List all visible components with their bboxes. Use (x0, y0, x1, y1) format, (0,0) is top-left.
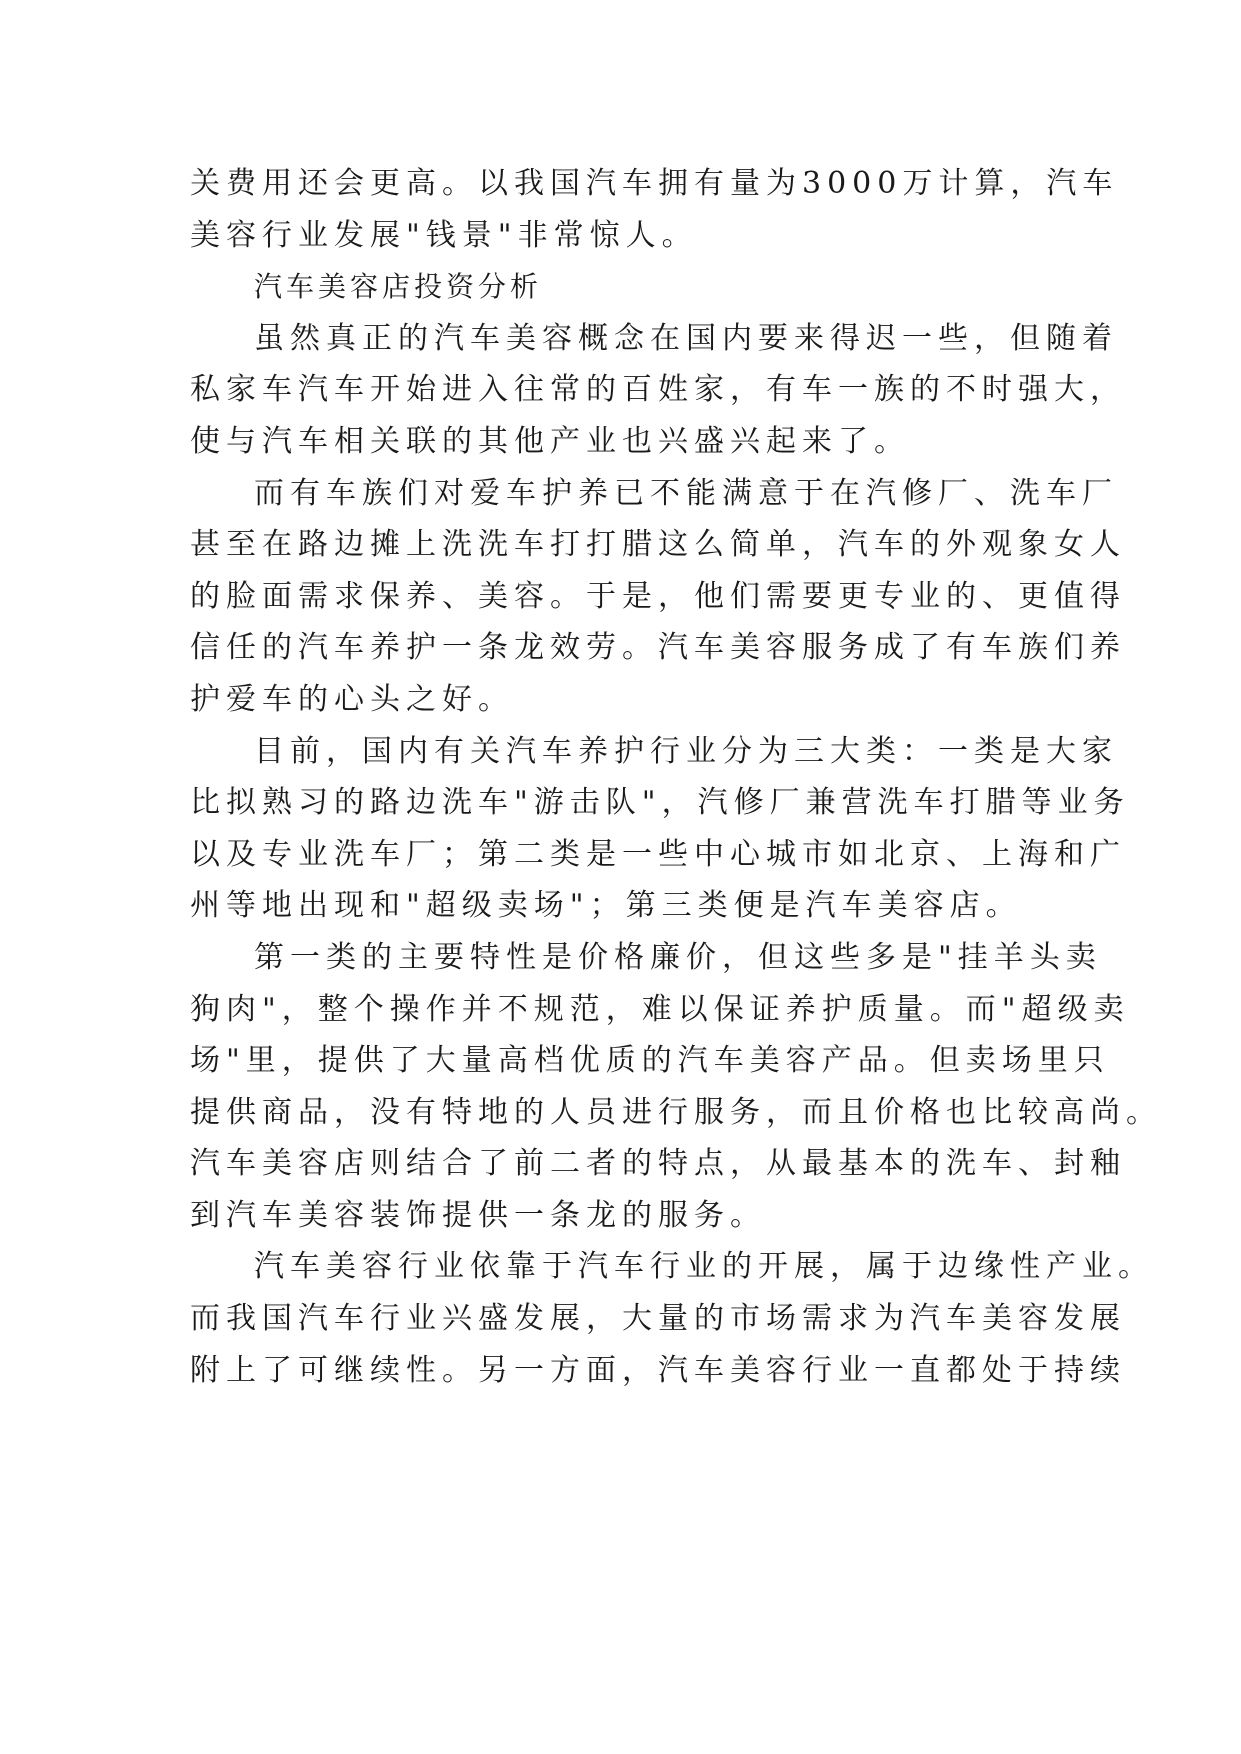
text-line: 第一类的主要特性是价格廉价，但这些多是"挂羊头卖 (254, 939, 1102, 975)
text-line: 私家车汽车开始进入往常的百姓家，有车一族的不时强大， (190, 372, 1126, 408)
text-line: 美容行业发展"钱景"非常惊人。 (190, 217, 698, 253)
text-line: 虽然真正的汽车美容概念在国内要来得迟一些，但随着 (254, 320, 1118, 356)
text-line: 狗肉"，整个操作并不规范，难以保证养护质量。而"超级卖 (190, 991, 1130, 1027)
text-line: 汽车美容店则结合了前二者的特点，从最基本的洗车、封釉 (190, 1146, 1126, 1182)
text-line: 而我国汽车行业兴盛发展，大量的市场需求为汽车美容发展 (190, 1301, 1126, 1337)
text-line: 目前，国内有关汽车养护行业分为三大类：一类是大家 (254, 733, 1118, 769)
text-line: 甚至在路边摊上洗洗车打打腊这么简单，汽车的外观象女人 (190, 527, 1126, 563)
text-line: 到汽车美容装饰提供一条龙的服务。 (190, 1197, 766, 1233)
text-line: 提供商品，没有特地的人员进行服务，而且价格也比较高尚。 (190, 1094, 1162, 1130)
text-line: 护爱车的心头之好。 (190, 681, 514, 717)
text-line: 附上了可继续性。另一方面，汽车美容行业一直都处于持续 (190, 1352, 1126, 1388)
text-line: 汽车美容行业依靠于汽车行业的开展，属于边缘性产业。 (254, 1249, 1154, 1285)
text-line: 的脸面需求保养、美容。于是，他们需要更专业的、更值得 (190, 578, 1126, 614)
text-line: 州等地出现和"超级卖场"；第三类便是汽车美容店。 (190, 888, 1022, 924)
text-line: 使与汽车相关联的其他产业也兴盛兴起来了。 (190, 423, 910, 459)
text-line: 场"里，提供了大量高档优质的汽车美容产品。但卖场里只 (190, 1043, 1110, 1079)
text-line: 信任的汽车养护一条龙效劳。汽车美容服务成了有车族们养 (190, 630, 1126, 666)
text-line: 而有车族们对爱车护养已不能满意于在汽修厂、洗车厂 (254, 475, 1118, 511)
text-line: 比拟熟习的路边洗车"游击队"，汽修厂兼营洗车打腊等业务 (190, 785, 1130, 821)
body-text (190, 158, 1162, 1396)
text-line: 关费用还会更高。以我国汽车拥有量为3000万计算，汽车 (190, 166, 1119, 201)
text-line: 以及专业洗车厂；第二类是一些中心城市如北京、上海和广 (190, 836, 1126, 872)
section-heading: 汽车美容店投资分析 (254, 270, 543, 304)
